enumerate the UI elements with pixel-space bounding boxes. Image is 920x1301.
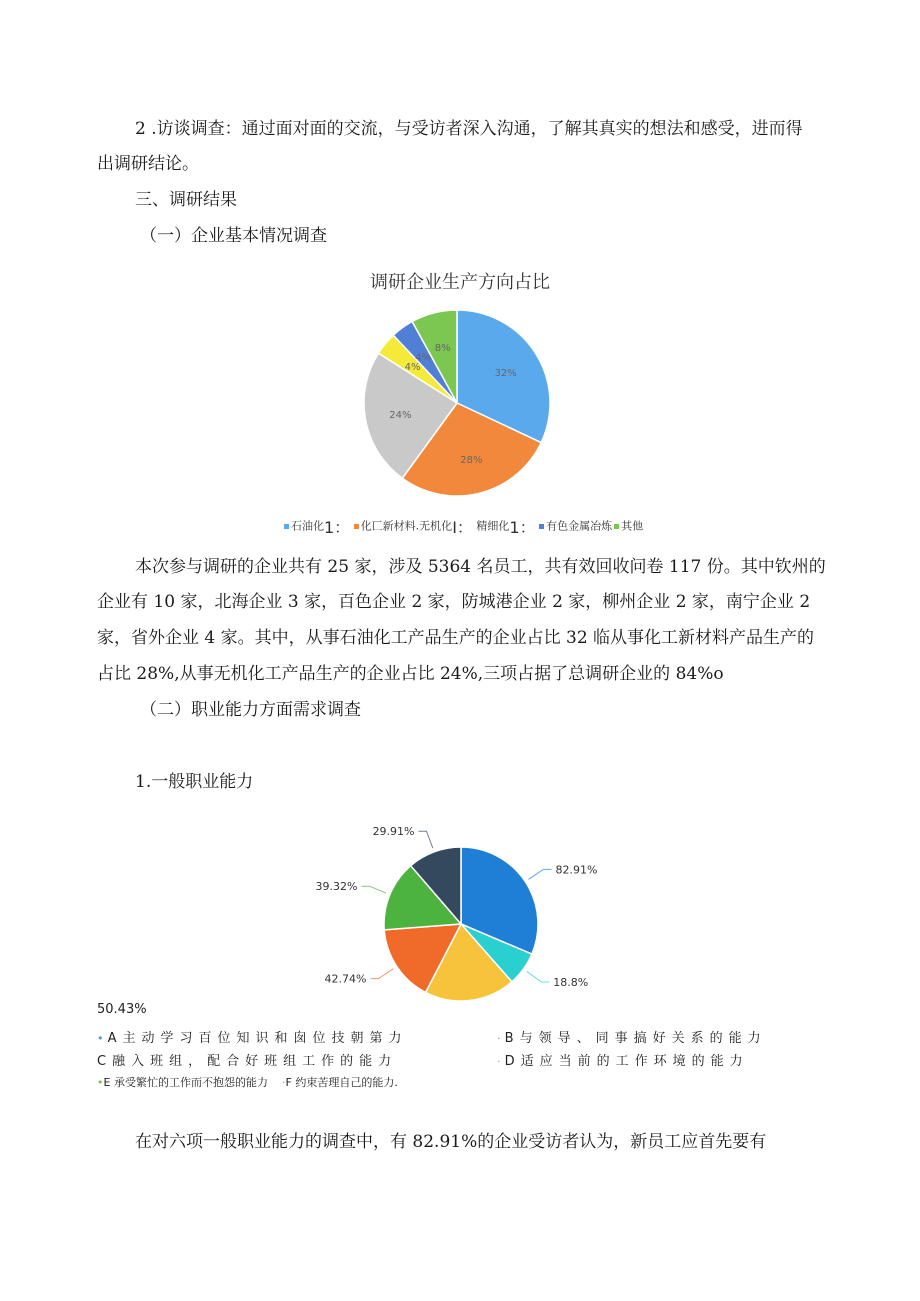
heading-results: 三、调研结果 xyxy=(135,190,237,210)
legend-sep: 1： xyxy=(509,518,536,537)
legend2-D-text: 适应当前的工作环境的能力 xyxy=(520,1054,749,1069)
legend-swatch xyxy=(539,524,544,529)
pie-label-石油化工: 32% xyxy=(494,368,517,380)
bullet-icon: • xyxy=(97,1032,104,1045)
legend-swatch xyxy=(614,524,619,529)
pie-leader-line xyxy=(370,969,393,979)
pie2-label-C: 50.43% xyxy=(97,1002,147,1017)
legend2-row3-right xyxy=(282,1074,398,1090)
pie-label-D: 42.74% xyxy=(324,972,367,986)
legend-item-nonferrous: 有色金属冶炼 xyxy=(546,519,613,533)
legend-item-new-materials: 化匸新材料.无机化 xyxy=(360,519,453,533)
pie-label-精细化工: 4% xyxy=(404,362,421,374)
legend2-F-text: F 约束苦理自己的能力. xyxy=(285,1076,398,1089)
legend2-row1-left xyxy=(97,1027,408,1046)
bullet-icon: · xyxy=(497,1032,501,1045)
pie-label-无机化工: 24% xyxy=(389,409,412,421)
legend-item-fine-chemical: 精细化 xyxy=(476,519,510,533)
para-interview-line2: 出调研结论。 xyxy=(97,154,199,174)
pie-label-A: 82.91% xyxy=(555,863,598,877)
legend2-D-letter: D xyxy=(504,1054,521,1069)
legend2-C-text: 融入班组，配合好班组工作的能力 xyxy=(112,1054,398,1069)
pie-chart-production xyxy=(364,310,550,496)
chart1-legend xyxy=(284,515,643,538)
pie-leader-line xyxy=(361,886,386,893)
subheading-general-ability: 1.一般职业能力 xyxy=(135,772,254,792)
pie-chart-abilities xyxy=(316,825,598,1001)
legend-swatch xyxy=(284,524,289,529)
legend2-C-letter: C xyxy=(97,1054,113,1069)
legend-sep: 1： xyxy=(324,518,351,537)
legend-sep: I： xyxy=(452,518,473,537)
pie-label-化工新材料: 28% xyxy=(460,454,483,466)
bullet-icon: • xyxy=(97,1076,104,1089)
subheading-ability-demand: （二）职业能力方面需求调查 xyxy=(140,700,361,720)
pie-leader-line xyxy=(419,831,433,848)
legend2-row2-left xyxy=(97,1050,397,1069)
legend-item-other: 其他 xyxy=(621,519,644,533)
bullet-icon: · xyxy=(282,1076,286,1089)
pie-leader-line xyxy=(529,869,552,879)
para-survey-line2: 企业有 10 家，北海企业 3 家，百色企业 2 家，防城港企业 2 家，柳州企业 2 家，南宁企业 2 xyxy=(97,592,811,612)
subheading-basic-info: （一）企业基本情况调查 xyxy=(140,226,327,246)
bullet-icon: · xyxy=(497,1055,501,1068)
chart1-title: 调研企业生产方向占比 xyxy=(370,272,550,293)
pie-label-F: 29.91% xyxy=(372,825,415,839)
pie-label-B: 18.8% xyxy=(553,975,589,989)
legend-item-petrochemical: 石油化 xyxy=(291,519,324,533)
pie-label-E: 39.32% xyxy=(315,880,358,894)
legend2-B-letter: B xyxy=(504,1031,520,1046)
pie-label-有色金属冶炼: 4% xyxy=(415,352,432,364)
legend2-B-text: 与领导、同事搞好关系的能力 xyxy=(519,1031,767,1046)
para-survey-line3: 家，省外企业 4 家。其中，从事石油化工产品生产的企业占比 32 临从事化工新材料产品生产的 xyxy=(97,628,815,648)
legend2-E-text: E 承受繁忙的工作而不抱怨的能力 xyxy=(103,1076,268,1089)
para-conclusion-line1: 在对六项一般职业能力的调查中，有 82.91%的企业受访者认为，新员工应首先要有 xyxy=(135,1132,767,1152)
legend2-A-letter: A xyxy=(107,1031,123,1046)
legend2-A-text: 主动学习百位知识和囱位技朝第力 xyxy=(122,1031,408,1046)
legend2-row2-right xyxy=(497,1050,749,1069)
legend2-row3-left xyxy=(97,1074,268,1090)
pie-leader-line xyxy=(527,971,550,982)
para-interview-line1: 2 .访谈调查：通过面对面的交流，与受访者深入沟通，了解其真实的想法和感受，进而得 xyxy=(135,119,803,139)
para-survey-line4: 占比 28%,从事无机化工产品生产的企业占比 24%,三项占据了总调研企业的 84%o xyxy=(97,664,724,684)
para-survey-line1: 本次参与调研的企业共有 25 家，涉及 5364 名员工，共有效回收问卷 117 份。其中钦州的 xyxy=(135,557,826,577)
legend-swatch xyxy=(354,524,359,529)
legend2-row1-right xyxy=(497,1027,767,1046)
pie-label-其他: 8% xyxy=(434,343,451,355)
